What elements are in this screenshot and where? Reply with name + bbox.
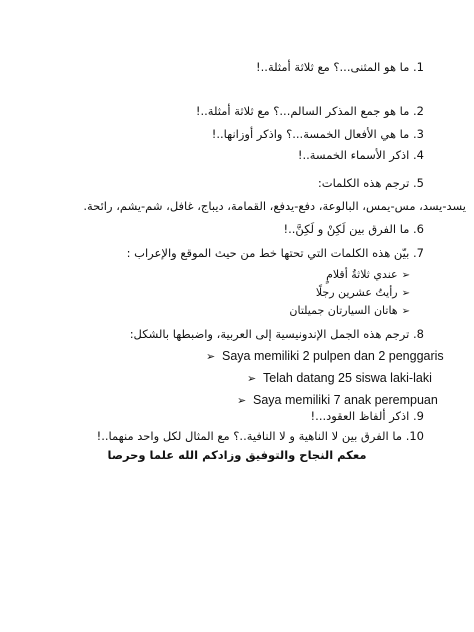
arrow-bullet-icon: ➢: [401, 306, 410, 317]
arrow-bullet-icon: ➢: [206, 350, 216, 363]
question-5: 5. ترجم هذه الكلمات:: [317, 176, 424, 190]
question-3: 3. ما هي الأفعال الخمسة...؟ واذكر أوزانها..!: [211, 127, 424, 141]
question-7-item-3-text: هاتان السيارتان جميلتان: [289, 304, 398, 317]
question-6: 6. ما الفرق بين لَكِنْ و لَكِنَّ..!: [283, 222, 424, 236]
question-8: 8. ترجم هذه الجمل الإندونيسية إلى العربية، واضبطها بالشكل:: [129, 327, 424, 341]
question-5-words: يسد-يسد، مس-يمس، البالوعة، دفع-يدفع، القمامة، ديباج، غافل، شم-يشم، رائحة.: [83, 199, 466, 213]
question-8-item-3-text: Saya memiliki 7 anak perempuan: [253, 393, 438, 407]
question-7: 7. بيّن هذه الكلمات التي تحتها خط من حيث الموقع والإعراب :: [126, 246, 424, 260]
question-7-item-3: [289, 304, 410, 319]
question-10: 10. ما الفرق بين لا الناهية و لا النافية..؟ مع المثال لكل واحد منهما..!: [96, 429, 424, 443]
question-7-item-2-text: رأيتُ عشرين رجلًا: [315, 286, 398, 299]
question-7-item-1: [326, 268, 410, 283]
question-8-item-3: [237, 393, 438, 408]
question-8-item-1: [206, 349, 444, 364]
question-7-item-2: [316, 286, 410, 301]
question-2: 2. ما هو جمع المذكر السالم...؟ مع ثلاثة أمثلة..!: [195, 104, 424, 118]
question-8-item-1-text: Saya memiliki 2 pulpen dan 2 penggaris: [222, 349, 444, 363]
question-1: 1. ما هو المثنى...؟ مع ثلاثة أمثلة..!: [256, 60, 424, 74]
question-8-item-2: [247, 371, 432, 386]
question-7-item-1-text: عندي ثلاثةُ أقلامٍ: [326, 268, 398, 281]
closing-message: معكم النجاح والتوفيق وزادكم الله علما وحرصا: [107, 448, 367, 462]
arrow-bullet-icon: ➢: [237, 394, 247, 407]
arrow-bullet-icon: ➢: [401, 270, 410, 281]
question-9: 9. اذكر ألفاظ العقود...!: [310, 409, 424, 423]
arrow-bullet-icon: ➢: [247, 372, 257, 385]
arrow-bullet-icon: ➢: [401, 288, 410, 299]
question-4: 4. اذكر الأسماء الخمسة..!: [297, 148, 424, 162]
question-8-item-2-text: Telah datang 25 siswa laki-laki: [263, 371, 432, 385]
